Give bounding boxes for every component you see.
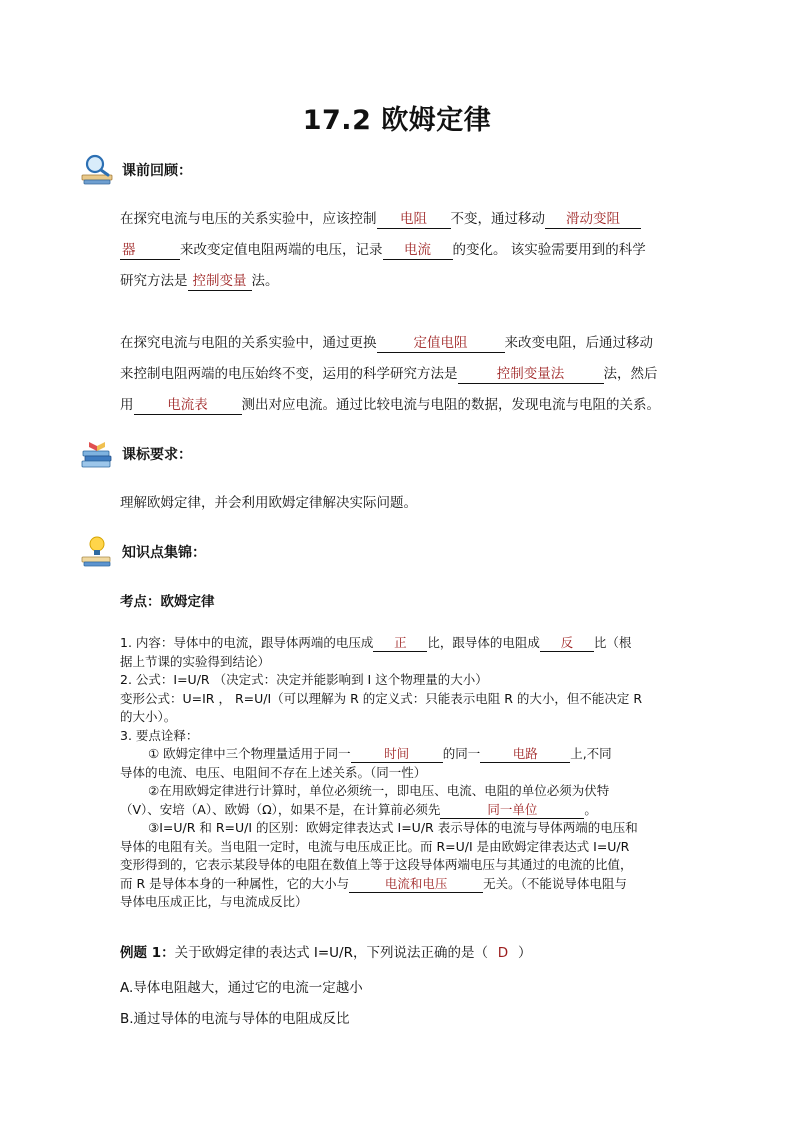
knowledge-line — [120, 875, 680, 894]
text: 在探究电流与电阻的关系实验中，通过更换 — [120, 335, 377, 351]
section-knowledge-header — [80, 532, 206, 572]
text: 无关。（不能说导体电阻与 — [483, 875, 627, 891]
text: 比（根 — [593, 635, 632, 650]
example1-label: 例题 1： — [120, 945, 175, 961]
text: 来改变定值电阻两端的电压，记录 — [180, 242, 383, 258]
knowledge-line: ③I=U/R 和 R=U/I 的区别：欧姆定律表达式 I=U/R 表示导体的电流与导体两端的电压和 — [148, 820, 638, 835]
standard-text: 理解欧姆定律，并会利用欧姆定律解决实际问题。 — [120, 495, 417, 511]
answer-blank: 控制变量法 — [458, 365, 604, 384]
answer-blank: 器 — [120, 241, 180, 260]
section-review-label: 课前回顾： — [122, 163, 192, 179]
knowledge-line: 变形公式：U=IR ， R=U/I（可以理解为 R 的定义式：只能表示电阻 R 的大小，但不能决定 R — [120, 690, 643, 706]
text: 不变，通过移动 — [450, 211, 545, 227]
review-paragraph-1 — [120, 204, 680, 297]
book-stack-icon — [80, 437, 114, 471]
answer-blank: 定值电阻 — [377, 334, 505, 353]
knowledge-line: 变形得到的，它表示某段导体的电阻在数值上等于这段导体两端电压与其通过的电流的比值， — [120, 857, 633, 872]
text: 法。 — [251, 273, 279, 289]
section-standard-header — [80, 434, 192, 474]
text: ① 欧姆定律中三个物理量适用于同一 — [148, 746, 351, 761]
example1-option-a: A.导体电阻越大，通过它的电流一定越小 — [120, 980, 363, 996]
text: 。 — [584, 801, 597, 817]
text: 而 R 是导体本身的一种属性，它的大小与 — [120, 875, 350, 891]
knowledge-line: 导体电压成正比，与电流成反比） — [120, 894, 308, 909]
text: 用 — [120, 397, 134, 413]
knowledge-line: 导体的电流、电压、电阻间不存在上述关系。（同一性） — [120, 764, 427, 780]
answer-blank: 电路 — [480, 746, 570, 763]
text: 关于欧姆定律的表达式 I=U/R，下列说法正确的是（ — [174, 945, 488, 961]
answer-blank: 反 — [540, 635, 594, 652]
answer-blank: 电流 — [383, 241, 453, 260]
magnifier-book-icon — [80, 153, 114, 187]
text: ） — [518, 945, 532, 961]
answer-blank: 控制变量 — [188, 272, 252, 291]
text: 来改变电阻，后通过移动 — [504, 335, 653, 351]
answer-blank: 电流表 — [134, 396, 242, 415]
example1-question — [120, 938, 680, 969]
text: 来控制电阻两端的电压始终不变，运用的科学研究方法是 — [120, 366, 458, 382]
text: （V）、安培（A）、欧姆（Ω），如果不是，在计算前必须先 — [120, 801, 441, 817]
knowledge-line — [120, 634, 680, 653]
knowledge-line: 的大小）。 — [120, 709, 177, 724]
knowledge-body — [120, 634, 680, 912]
knowledge-line: 导体的电阻有关。当电阻一定时，电流与电压成正比。而 R=U/I 是由欧姆定律表达式 I=U/R — [120, 838, 630, 854]
answer-blank: 时间 — [351, 746, 443, 763]
answer-blank: 电阻 — [377, 210, 451, 229]
text: 比，跟导体的电阻成 — [427, 635, 540, 650]
knowledge-line — [120, 801, 680, 820]
answer-blank: 滑动变阻 — [545, 210, 641, 229]
text: 上,不同 — [570, 746, 612, 761]
section-knowledge-label: 知识点集锦： — [122, 545, 206, 561]
answer-blank: 正 — [373, 635, 427, 652]
section-review-header — [80, 150, 192, 190]
kaodian-heading: 考点：欧姆定律 — [120, 594, 215, 610]
answer-blank: 同一单位 — [440, 802, 584, 819]
example1-option-b: B.通过导体的电流与导体的电阻成反比 — [120, 1011, 350, 1027]
text: 法，然后 — [603, 366, 658, 382]
section-standard-label: 课标要求： — [122, 447, 192, 463]
knowledge-line — [120, 745, 680, 764]
knowledge-line: 据上节课的实验得到结论） — [120, 653, 271, 669]
knowledge-line: 3. 要点诠释： — [120, 727, 199, 743]
page-title: 17.2 欧姆定律 — [302, 105, 492, 136]
text: 测出对应电流。通过比较电流与电阻的数据，发现电流与电阻的关系。 — [241, 397, 660, 413]
knowledge-line: 2. 公式：I=U/R （决定式：决定并能影响到 I 这个物理量的大小） — [120, 672, 488, 687]
text: 1. 内容：导体中的电流，跟导体两端的电压成 — [120, 635, 374, 650]
text: 的变化。 该实验需要用到的科学 — [452, 242, 646, 258]
lightbulb-book-icon — [80, 535, 114, 569]
example1-answer: D — [497, 945, 509, 961]
answer-blank: 电流和电压 — [349, 876, 483, 893]
knowledge-line: ②在用欧姆定律进行计算时，单位必须统一，即电压、电流、电阻的单位必须为伏特 — [148, 783, 610, 798]
text: 在探究电流与电压的关系实验中，应该控制 — [120, 211, 377, 227]
review-paragraph-2 — [120, 328, 680, 421]
text: 的同一 — [442, 746, 481, 761]
text: 研究方法是 — [120, 273, 188, 289]
